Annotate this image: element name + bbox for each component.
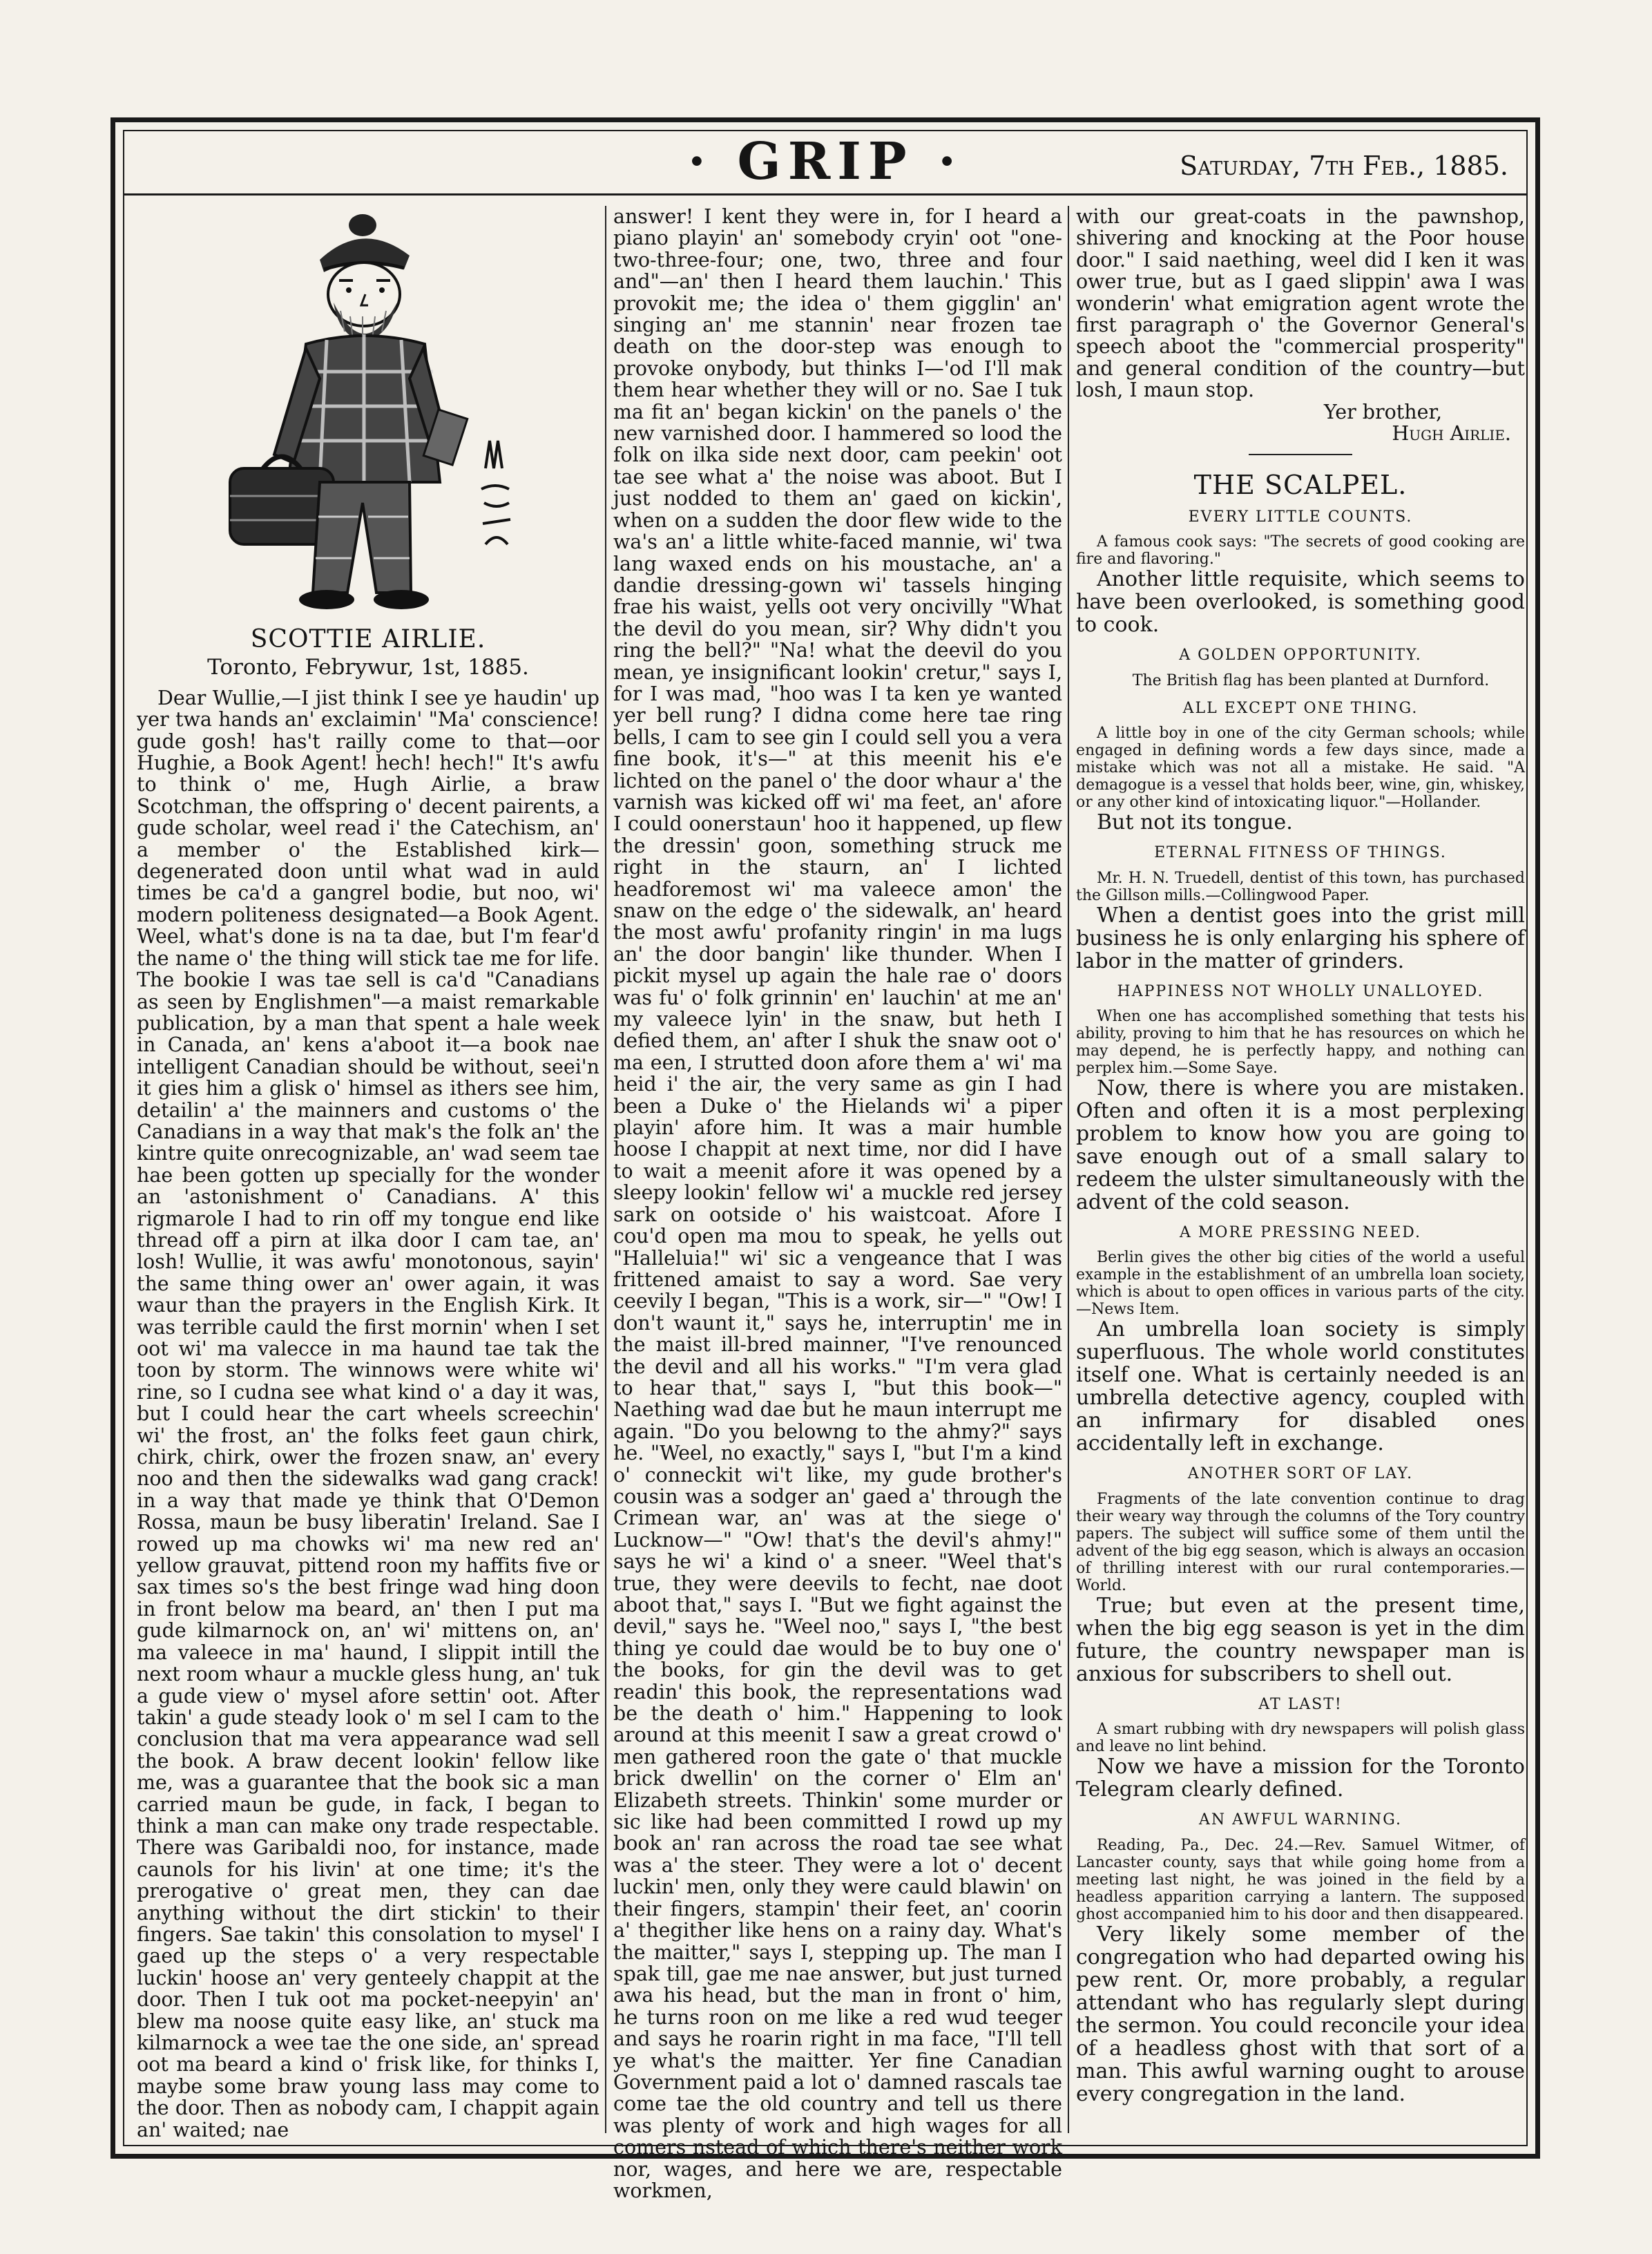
item-quote: A smart rubbing with dry newspapers will polish glass and leave no lint behind. xyxy=(1076,1721,1525,1756)
item-comment: Another little requisite, which seems to have been overlooked, is something good to cook. xyxy=(1076,567,1525,638)
column-3 xyxy=(1076,206,1525,2133)
section-divider xyxy=(1249,454,1352,455)
item-heading: HAPPINESS NOT WHOLLY UNALLOYED. xyxy=(1117,982,1484,1000)
item-comment: Now, there is where you are mistaken. Often and often it is a most perplexing problem to know how you are going to save enough out of a small salary to redeem the ulster simultaneously with the advent of the cold season. xyxy=(1076,1076,1525,1214)
column-rule xyxy=(605,206,606,2133)
item-comment: Very likely some member of the congregation who had departed owing his pew rent. Or, more probably, a regular attendant who has regularly slept during the sermon. You could reconcile your idea of a headless ghost with that sort of a man. This awful warning ought to arouse every congregation in the land. xyxy=(1076,1922,1525,2106)
scalpel-item xyxy=(1076,506,1525,636)
scalpel-item xyxy=(1076,644,1525,689)
scalpel-item xyxy=(1076,1694,1525,1801)
letter-signature: Hugh Airlie. xyxy=(1392,422,1511,446)
item-heading: ETERNAL FITNESS OF THINGS. xyxy=(1154,844,1447,862)
item-quote: A famous cook says: "The secrets of good cooking are fire and flavoring." xyxy=(1076,533,1525,569)
issue-date: Saturday, 7th Feb., 1885. xyxy=(1180,151,1508,181)
item-quote: Reading, Pa., Dec. 24.—Rev. Samuel Witmer, of Lancaster county, says that while going home from a meeting last night, he was joined in the field by a headless apparition carrying a lantern. The supposed ghost accompanied him to his door and then disappeared. xyxy=(1076,1836,1525,1923)
item-heading: AT LAST! xyxy=(1258,1695,1343,1713)
scalpel-item xyxy=(1076,1222,1525,1455)
item-heading: ANOTHER SORT OF LAY. xyxy=(1187,1465,1414,1483)
item-heading: A MORE PRESSING NEED. xyxy=(1180,1223,1421,1241)
column-2 xyxy=(613,205,1062,2202)
item-heading: EVERY LITTLE COUNTS. xyxy=(1188,508,1413,526)
letter-body-part-2: answer! I kent they were in, for I heard a piano playin' an' somebody cryin' oot "one-two-three-four; one, two, three and four and"—an' then I heard them lauchin.' This provokit me; the idea o' them gigglin' an' singing an' me stannin' near frozen tae death on the door-step was enough to provoke onybody, but thinks I—'od I'll mak them hear whether they will or no. Sae I tuk ma fit an' began kickin' on the panels o' the new varnished door. I hammered so lood the folk on ilka side next door, cam peekin' oot tae see what a' the noise was aboot. But I just nodded to them an' gaed on kickin', when on a sudden the door flew wide to the wa's an' a little white-faced mannie, wi' twa lang waxed ends on his moustache, an' a dandie dressing-gown wi' tassels hinging frae his waist, yells oot very oncivilly "What the devil do you mean, sir? Why didn't you ring the bell?" "Na! what the deevil do you mean, ye insignificant lookin' cretur," says I, for I was mad, "hoo was I ta ken ye wanted yer bell rung? I didna come here tae ring bells, I cam to see gin I could sell you a vera fine book, it's—" at this meenit his e'e lichted on the panel o' the door whaur a' the varnish was kicked off wi' ma feet, an' afore I could oonerstaun' hoo it happened, up flew the dressin' goon, something struck me right in the staurn, an' I lichted headforemost wi' ma valeece amon' the snaw on the edge o' the sidewalk, an' heard the most awfu' profanity ringin' in ma lugs an' the door bangin' like thunder. When I pickit mysel up again the hale rae o' doors was fu' o' folk grinnin' en' lauchin' at me an' my valeece lyin' in the snaw, but heth I defied them, an' after I shuk the snaw oot o' ma een, I strutted doon afore them a' wi' ma heid i' the air, the very same as gin I had been a Duke o' the Hielands wi' a piper playin' afore him. It was a mair humble hoose I chappit at next time, nor did I have to wait a meenit afore it was opened by a sleepy lookin' fellow wi' a muckle red jersey sark on ootside o' his waistcoat. Afore I cou'd open ma mou to speak, he yells out "Halleluia!" wi' sic a vengeance that I was frittened amaist to say a word. Sae very ceevily I began, "This is a work, sir—" "Ow! I don't waunt it," says he, interruptin' me in the maist ill-bred mainner, "I've renounced the devil and all his works." "I'm vera glad to hear that," says I, "but this book—" Naething wad dae but he maun interrupt me again. "Do you belowng to the ahmy?" says he. "Weel, no exactly," says I, "but I'm a kind o' conneckit wi't like, my gude brother's cousin was a sodger an' gaed a' through the Crimean war, an' was at the siege o' Lucknow—" "Ow! that's the devil's ahmy!" says he wi' a kind o' a sneer. "Weel that's true, they were deevils to fecht, nae doot aboot that," says I. "But we fight against the devil," says he. "Weel noo," says I, "the best thing ye could dae would be to buy one o' the books, for gin the devil was to get readin' this book, the representations wad be the death o' him." Happening to look around at this meenit I saw a great crowd o' men gathered roon the gate o' that muckle brick dwellin' on the corner o' Elm an' Elizabeth streets. Thinkin' some murder or sic like had been committed I rowd up my book an' ran across the road tae see what was a' the steer. They were a lot o' decent luckin' men, only they were cauld blawin' on their fingers, stampin' their feet, an' coorin a' thegither like hens on a rainy day. What's the maitter," says I, stepping up. The man I spak till, gae me nae answer, but just turned awa his head, but the man in front o' him, he turns roon on me like a red wud teeger and says he roarin right in ma face, "I'll tell ye what's the maitter. Yer fine Canadian Government paid a lot o' damned rascals tae come tae the old country and tell us there was plenty of work and high wages for all comers nstead of which there's neither work nor, wages, and here we are, respectable workmen, xyxy=(613,205,1062,2202)
masthead-title: · GRIP · xyxy=(687,132,963,191)
item-quote: When one has accomplished something that tests his ability, proving to him that he has resources on which he may depend, he is perfectly happy, and nothing can perplex him.—Some Saye. xyxy=(1076,1007,1525,1077)
scalpel-item xyxy=(1076,698,1525,834)
item-comment: When a dentist goes into the grist mill business he is only enlarging his sphere of labor in the matter of grinders. xyxy=(1076,903,1525,973)
letter-body-part-1: Dear Wullie,—I jist think I see ye haudin' up yer twa hands an' exclaimin' "Ma' conscience! gude gosh! has't railly come to that—oor Hughie, a Book Agent! hech! hech!" It's awfu to think o' me, Hugh Airlie, a braw Scotchman, the offspring o' decent pairents, a gude scholar, weel read i' the Catechism, an' a member o' the Established kirk—degenerated doon until what wad in auld times be ca'd a gangrel bodie, but noo, wi' modern politeness designated—a Book Agent. Weel, what's done is na ta dae, but I'm fear'd the name o' the thing will stick tae me for life. The bookie I was tae sell is ca'd "Canadians as seen by Englishmen"—a maist remarkable publication, by a man that spent a hale week in Canada, an' kens a'aboot it—a book nae intelligent Canadian should be without, seei'n it gies him a glisk o' himsel as ithers see him, detailin' a' the mainners and customs o' the Canadians in a way that mak's the folk an' the kintre quite onrecognizable, an' wad seem tae hae been gotten up specially for the wonder an 'astonishment o' Canadians. A' this rigmarole I had to rin off my tongue end like thread off a pirn at ilka door I cam tae, an' losh! Wullie, it was awfu' monotonous, sayin' the same thing ower an' ower again, it was waur than the prayers in the English Kirk. It was terrible cauld the first mornin' when I set oot wi' ma valecce in ma haund tae tak the toon by storm. The winnows were white wi' rine, so I cudna see what kind o' a day it was, but I could hear the cart wheels screechin' wi' the frost, an' the folks feet gaun chirk, chirk, chirk, ower the frozen snaw, an' every noo and then the sidewalks wad gang crack! in a way that made ye think that O'Demon Rossa, maun be busy liberatin' Ireland. Sae I rowed up ma chowks wi' ma new red an' yellow grauvat, pittend roon my haffits five or sax times so's the best fringe wad hing doon in front below ma beard, an' then I put ma gude kilmarnock on, an' wi' mittens on, an' ma valeece in ma' haund, I slippit intill the next room whaur a muckle gless hung, an' tuk a gude view o' mysel afore settin' oot. After takin' a gude steady look o' m sel I cam to the conclusion that ma vera appearance wad sell the book. A braw decent lookin' fellow like me, was a guarantee that the book sic a man carried maun be gude, in fack, I began to think a man can make ony trade respectable. There was Garibaldi noo, for instance, made caunols for his livin' at one time; it's the prerogative o' great men, they can dae anything without the dirt stickin' to their fingers. Sae takin' this consolation to mysel' I gaed up the steps o' a very respectable luckin' hoose an' very genteely chappit at the door. Then I tuk oot ma pocket-neepyin' an' blew ma noose quite easy like, an' stuck ma kilmarnock a wee tae the one side, an' spread oot ma beard a kind o' frisk like, for thinks I, maybe some braw young lass may come to the door. Then as nobody cam, I chappit again an' waited; nae xyxy=(137,686,599,2141)
letter-body-part-3: with our great-coats in the pawnshop, shivering and knocking at the Poor house door." I said naething, weel did I ken it was ower true, but as I gaed slippin' awa I was wonderin' what emigration agent wrote the first paragraph o' the Governor General's speech aboot the "commercial prosperity" and general condition of the country—but losh, I maun stop. xyxy=(1076,205,1525,402)
column-1 xyxy=(137,206,599,2141)
item-heading: ALL EXCEPT ONE THING. xyxy=(1182,699,1419,717)
item-quote: A little boy in one of the city German schools; while engaged in defining words a few days since, made a mistake which was not all a mistake. He said. "A demagogue is a vessel that holds beer, wine, gin, whiskey, or any other kind of intoxicating liquor."—Hollander. xyxy=(1076,725,1525,812)
letter-dateline: Toronto, Febrywur, 1st, 1885. xyxy=(207,655,529,680)
scalpel-item xyxy=(1076,981,1525,1214)
scalpel-item xyxy=(1076,1809,1525,2105)
item-quote: Fragments of the late convention continue to drag their weary way through the columns of the Tory country papers. The subject will suffice some of them until the advent of the big egg season, which is always an occasion of thrilling interest with our rural contemporaries.—World. xyxy=(1076,1490,1525,1594)
item-quote: The British flag has been planted at Durnford. xyxy=(1132,671,1490,689)
masthead xyxy=(123,130,1528,195)
illustration-caption: SCOTTIE AIRLIE. xyxy=(250,625,486,653)
scalpel-item xyxy=(1076,1463,1525,1685)
item-comment: True; but even at the present time, when the big egg season is yet in the dim future, the country newspaper man is anxious for subscribers to shell out. xyxy=(1076,1593,1525,1686)
item-comment: Now we have a mission for the Toronto Telegram clearly defined. xyxy=(1076,1755,1525,1802)
letter-signoff: Yer brother, xyxy=(1323,400,1442,423)
item-heading: AN AWFUL WARNING. xyxy=(1198,1811,1403,1829)
scottie-airlie-illustration xyxy=(202,206,534,613)
item-comment: But not its tongue. xyxy=(1097,810,1293,835)
column-rule xyxy=(1068,206,1069,2133)
scalpel-item xyxy=(1076,842,1525,972)
item-comment: An umbrella loan society is simply superfluous. The whole world constitutes itself one. What is certainly needed is an umbrella detective agency, coupled with an infirmary for disabled ones accidentally left in exchange. xyxy=(1076,1317,1525,1456)
scalpel-title: THE SCALPEL. xyxy=(1193,470,1408,501)
item-heading: A GOLDEN OPPORTUNITY. xyxy=(1179,647,1422,665)
item-quote: Berlin gives the other big cities of the world a useful example in the establishment of an umbrella loan society, which is about to open offices in various parts of the city.—News Item. xyxy=(1076,1249,1525,1319)
item-quote: Mr. H. N. Truedell, dentist of this town, has purchased the Gillson mills.—Collingwood Paper. xyxy=(1076,869,1525,904)
